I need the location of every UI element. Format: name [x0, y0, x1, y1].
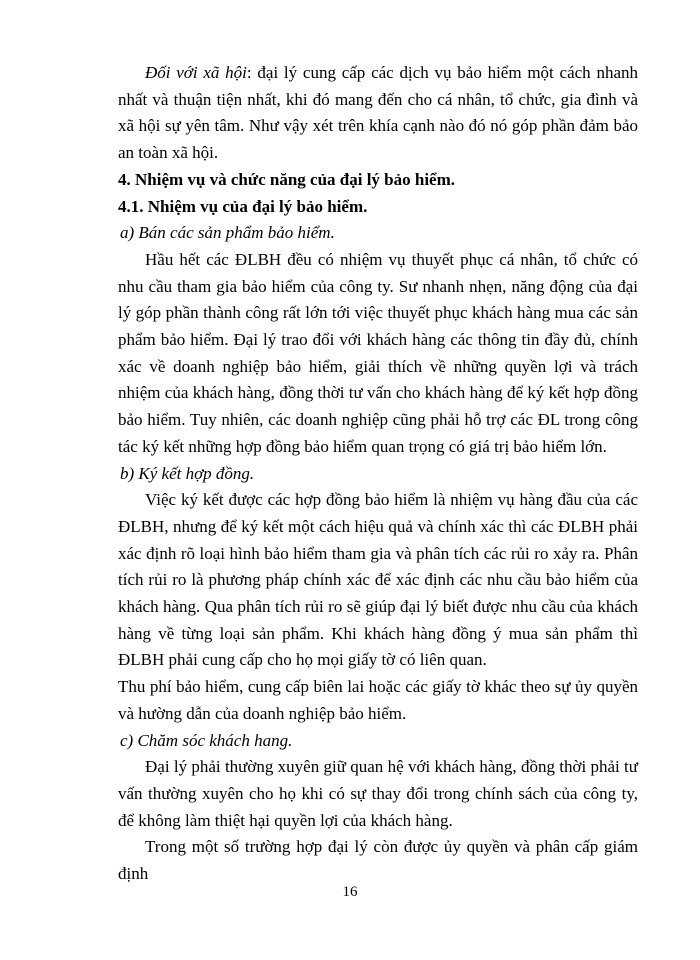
body-text	[118, 60, 638, 888]
paragraph-fees: Thu phí bảo hiểm, cung cấp biên lai hoặc các giấy tờ khác theo sự ủy quyền và hường dẫn của doanh nghiệp bảo hiểm.	[118, 677, 638, 723]
paragraph-social	[118, 60, 638, 167]
heading-section-4: 4. Nhiệm vụ và chức năng của đại lý bảo hiểm.	[118, 169, 456, 189]
subheading-b: b) Ký kết hợp đồng.	[120, 463, 255, 483]
paragraph-selling: Hầu hết các ĐLBH đều có nhiệm vụ thuyết phục cá nhân, tổ chức có nhu cầu tham gia bảo hiểm của công ty. Sư nhanh nhẹn, năng động của đại lý góp phần thành công rất lớn tới việc thuyết phục khách hàng mua các sản phẩm bảo hiểm. Đại lý trao đổi với khách hàng các thông tin đầy đủ, chính xác về doanh nghiệp bảo hiểm, giải thích về những quyền lợi và trách nhiệm của khách hàng, đồng thời tư vấn cho khách hàng để ký kết hợp đồng bảo hiểm. Tuy nhiên, các doanh nghiệp cũng phải hỗ trợ các ĐL trong công tác ký kết những hợp đồng bảo hiểm quan trọng có giá trị bảo hiểm lớn.	[118, 249, 638, 456]
paragraph-care: Đại lý phải thường xuyên giữ quan hệ với khách hàng, đồng thời phải tư vấn thường xuyên cho họ khi có sự thay đổi trong chính sách của công ty, để không làm thiệt hại quyền lợi của khách hàng.	[118, 757, 638, 830]
paragraph-contract: Việc ký kết được các hợp đồng bảo hiểm là nhiệm vụ hàng đầu của các ĐLBH, nhưng để ký kết một cách hiệu quả và chính xác thì các ĐLBH phải xác định rõ loại hình bảo hiểm tham gia và phân tích các rủi ro xảy ra. Phân tích rủi ro là phương pháp chính xác để xác định các nhu cầu bảo hiểm của khách hàng. Qua phân tích rủi ro sẽ giúp đại lý biết được nhu cầu của khách hàng về từng loại sản phẩm. Khi khách hàng đồng ý mua sản phẩm thì ĐLBH phải cung cấp cho họ mọi giấy tờ có liên quan.	[118, 490, 638, 670]
subheading-a: a) Bán các sản phẩm bảo hiểm.	[120, 223, 335, 243]
page-number: 16	[342, 884, 358, 900]
heading-section-4-1: 4.1. Nhiệm vụ của đại lý bảo hiểm.	[118, 196, 368, 216]
paragraph-authorization: Trong một số trường hợp đại lý còn được ủy quyền và phân cấp giám định	[118, 837, 638, 884]
subheading-c: c) Chăm sóc khách hang.	[120, 730, 293, 750]
paragraph-lead-italic: Đối với xã hội	[145, 63, 247, 82]
paragraph-text: : đại lý cung cấp các dịch vụ bảo hiểm một cách nhanh nhất và thuận tiện nhất, khi đó mang đến cho cá nhân, tổ chức, gia đình và xã hội sự yên tâm. Như vậy xét trên khía cạnh nào đó nó góp phần đảm bảo an toàn xã hội.	[118, 63, 638, 163]
